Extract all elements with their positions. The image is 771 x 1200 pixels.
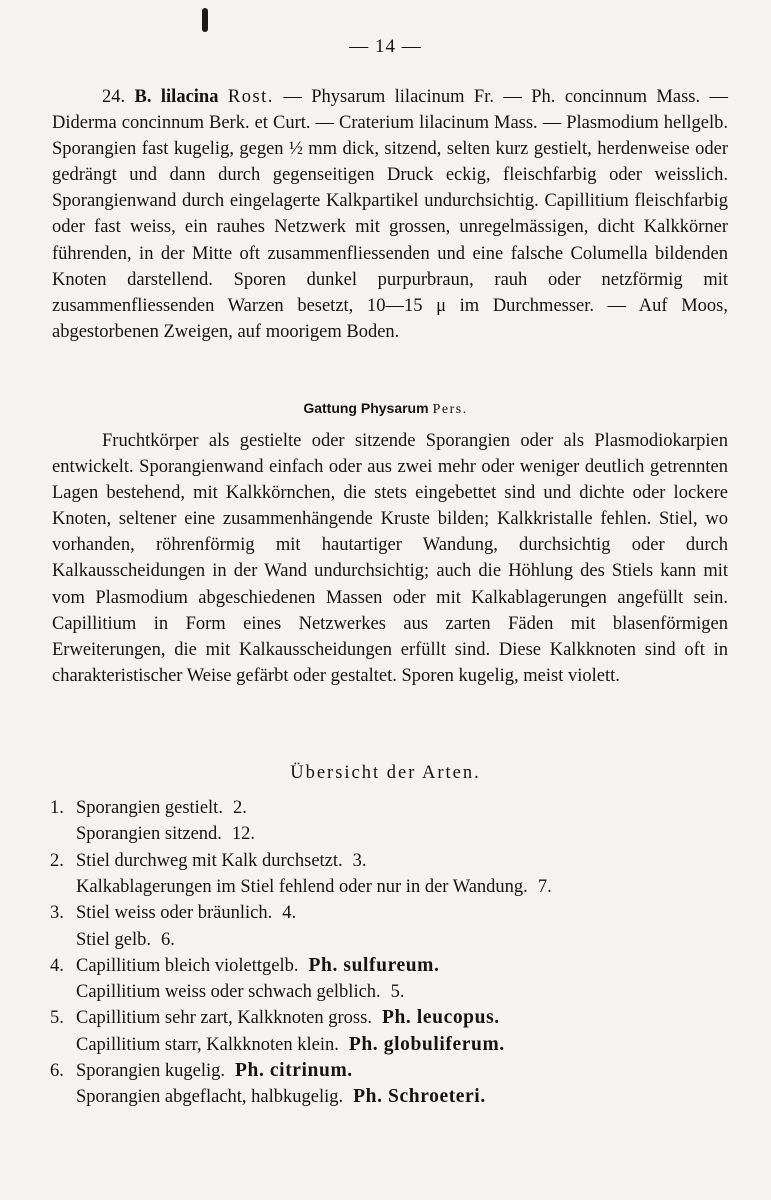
key-line <box>50 1005 500 1031</box>
genus-heading <box>0 400 771 418</box>
key-line-text: Capillitium starr, Kalkknoten klein. <box>76 1034 339 1055</box>
key-title: Übersicht der Arten. <box>290 763 481 783</box>
key-line-text: Stiel gelb. <box>76 929 152 950</box>
key-line-text: Capillitium bleich violettgelb. <box>76 955 299 976</box>
genus-name: Gattung Physarum <box>303 400 429 416</box>
species-number: 24. <box>102 87 126 107</box>
key-line-text: Sporangien sitzend. <box>76 824 222 845</box>
key-line-number: 2. <box>50 850 64 871</box>
key-line-species: Ph. globuliferum. <box>348 1033 505 1055</box>
key-line-reference: 3. <box>352 850 367 871</box>
key-line-text: Sporangien abgeflacht, halbkugelig. <box>76 1087 344 1108</box>
key-line <box>50 1032 505 1058</box>
key-line-text: Sporangien kugelig. <box>76 1061 226 1081</box>
ink-mark <box>202 8 208 32</box>
genus-description: Fruchtkörper als gestielte oder sitzende Sporangien oder als Plasmodiokarpien entwickelt. Sporangienwand einfach oder aus zwei mehr oder weniger deutlich getrennten Lagen bestehend, mit Kalkkörnchen, die stets eingebettet sind und dichte oder lockere Knoten, seltener eine zusammenhängende Kruste bilden; Kalkkristalle fehlen. Stiel, wo vorhanden, röhrenförmig mit hautartiger Wandung, durchsichtig oder durch Kalkausscheidungen in der Wand undurchsichtig; auch die Höhlung des Stiels kann mit vom Plasmodium abgeschiedenen Massen oder mit Kalkablagerungen angefüllt sein. Capillitium in Form eines Netzwerkes aus zarten Fäden mit blasenförmigen Erweiterungen, die mit Kalkausscheidungen erfüllt sind. Diese Kalkknoten sind oft in charakteristischer Weise gefärbt oder gestaltet. Sporen kugelig, meist violett. <box>52 431 728 686</box>
key-line-species: Ph. sulfureum. <box>308 954 440 976</box>
genus-author: Pers. <box>432 402 468 417</box>
key-line <box>50 1058 353 1084</box>
key-line <box>50 979 405 1005</box>
species-description: — Physarum lilacinum Fr. — Ph. concinnum Mass. — Diderma concinnum Berk. et Curt. — Craterium lilacinum Mass. — Plasmodium hellgelb. Sporangien fast kugelig, gegen ½ mm dick, sitzend, selten kurz gestielt, herdenweise oder gedrängt und dann durch gegenseitigen Druck eckig, fleischfarbig oder weisslich. Sporangienwand durch eingelagerte Kalkpartikel undurchsichtig. Capillitium fleischfarbig oder fast weiss, ein rauhes Netzwerk mit grossen, unregelmässigen, dicht Kalkkörner führenden, in der Mitte oft zusammenfliessenden und eine falsche Columella bildenden Knoten darstellend. Sporen dunkel purpurbraun, rauh oder netzförmig mit zusammenfliessenden Warzen besetzt, 10—15 μ im Durchmesser. — Auf Moos, abgestorbenen Zweigen, auf moorigem Boden. <box>52 87 729 342</box>
key-line-text: Sporangien gestielt. <box>76 798 223 818</box>
key-line-reference: 12. <box>231 824 256 845</box>
species-name: B. lilacina <box>134 87 219 107</box>
key-line-text: Capillitium sehr zart, Kalkknoten gross. <box>76 1008 372 1029</box>
key-line-number: 5. <box>50 1008 64 1029</box>
key-line-species: Ph. citrinum. <box>235 1060 353 1081</box>
key-line <box>50 953 440 979</box>
key-line <box>50 900 296 926</box>
species-entry-paragraph <box>52 84 728 345</box>
key-line-number: 4. <box>50 955 64 976</box>
key-line-reference: 6. <box>161 929 175 950</box>
key-line-reference: 4. <box>282 903 297 924</box>
page-number: — 14 — <box>349 36 422 57</box>
key-line-number: 6. <box>50 1061 64 1081</box>
key-line-text: Stiel weiss oder bräunlich. <box>76 903 273 924</box>
key-line-species: Ph. leucopus. <box>381 1007 500 1029</box>
key-line-reference: 2. <box>232 798 247 818</box>
key-line-reference: 7. <box>537 876 552 897</box>
genus-description-paragraph <box>52 428 728 689</box>
species-author: Rost. <box>227 87 274 107</box>
key-line-species: Ph. Schroeteri. <box>353 1086 486 1108</box>
key-line-reference: 5. <box>390 982 405 1003</box>
key-line <box>50 795 247 821</box>
key-line <box>50 821 255 847</box>
key-line <box>50 848 367 874</box>
key-line <box>50 927 175 953</box>
key-line <box>50 874 552 900</box>
key-line-text: Kalkablagerungen im Stiel fehlend oder nur in der Wandung. <box>76 876 528 897</box>
key-line-number: 1. <box>50 798 64 818</box>
key-line-text: Stiel durchweg mit Kalk durchsetzt. <box>76 850 343 871</box>
key-line-number: 3. <box>50 903 64 924</box>
key-line <box>50 1084 486 1110</box>
key-line-text: Capillitium weiss oder schwach gelblich. <box>76 982 381 1003</box>
